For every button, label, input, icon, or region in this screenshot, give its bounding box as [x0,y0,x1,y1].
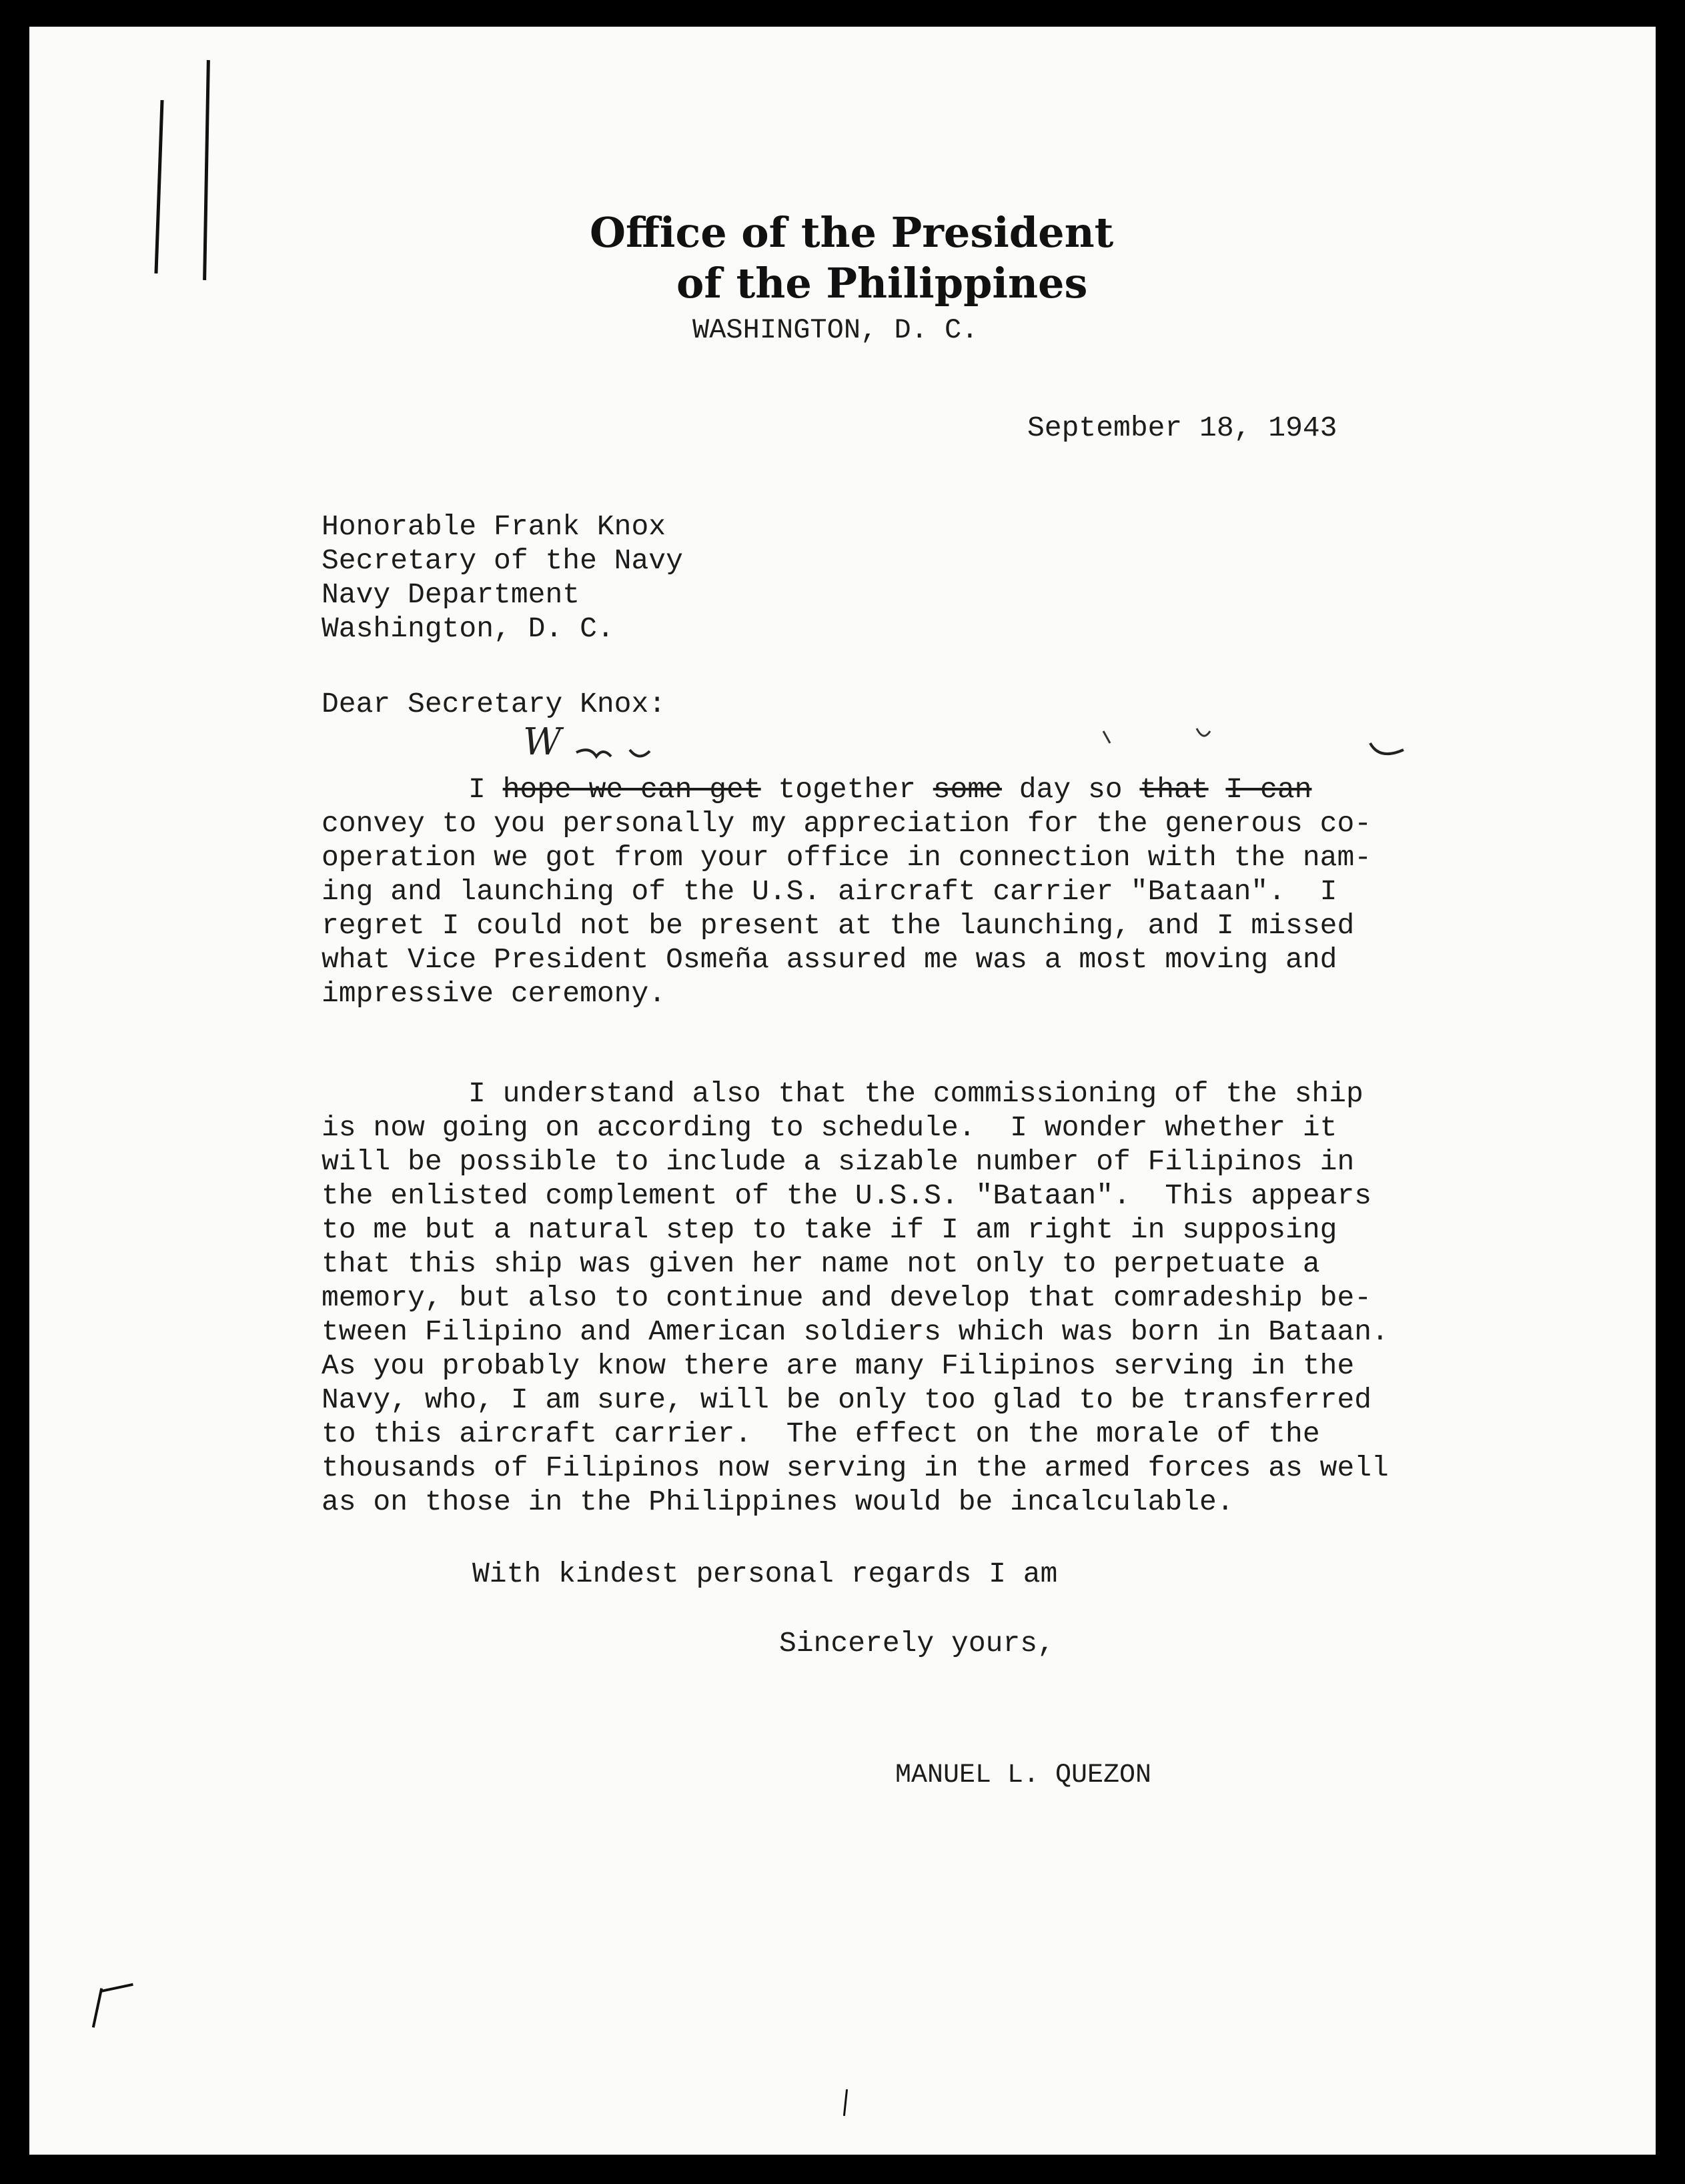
letterhead-line-1: Office of the President [590,208,1114,257]
struck-text: I can [1225,773,1312,806]
margin-mark [154,100,163,274]
letterhead-line-2: of the Philippines [676,259,1088,308]
paragraph-line: impressive ceremony. [322,977,666,1010]
paragraph-line: I understand also that the commissioning of the ship [468,1077,1363,1110]
letter-page [29,27,1656,2155]
paragraph-line: tween Filipino and American soldiers which was born in Bataan. [322,1315,1389,1348]
paragraph-line: to me but a natural step to take if I am right in supposing [322,1213,1337,1246]
signature-name: MANUEL L. QUEZON [895,1760,1152,1790]
recipient-line: Honorable Frank Knox [322,510,666,543]
margin-mark [203,60,210,280]
paragraph-2 [322,1077,1389,1519]
paragraph-line: what Vice President Osmeña assured me was a most moving and [322,943,1337,976]
handwritten-correction: W [523,720,562,764]
recipient-line: Navy Department [322,578,580,611]
recipient-line: Secretary of the Navy [322,544,683,577]
valediction: Sincerely yours, [779,1627,1055,1660]
text-fragment: I [468,773,503,806]
recipient-address [322,510,683,646]
struck-text: hope we can get [502,773,761,806]
paragraph-line: ing and launching of the U.S. aircraft carrier "Bataan". I [322,875,1337,908]
paragraph-line: will be possible to include a sizable number of Filipinos in [322,1145,1355,1178]
paragraph-line: Navy, who, I am sure, will be only too glad to be transferred [322,1384,1372,1416]
text-fragment: together [760,773,933,806]
text-fragment [1209,773,1226,806]
paragraph-line: as on those in the Philippines would be incalculable. [322,1486,1234,1518]
struck-text: that [1139,773,1209,806]
paragraph-line: the enlisted complement of the U.S.S. "Bataan". This appears [322,1179,1372,1212]
letterhead-city: WASHINGTON, D. C. [692,314,979,346]
closing-regards: With kindest personal regards I am [472,1558,1058,1590]
recipient-line: Washington, D. C. [322,612,614,645]
paragraph-line: that this ship was given her name not only to perpetuate a [322,1247,1320,1280]
struck-text: some [933,773,1002,806]
paragraph-line: memory, but also to continue and develop that comradeship be- [322,1281,1372,1314]
paragraph-line: thousands of Filipinos now serving in the armed forces as well [322,1452,1389,1484]
paragraph-line: operation we got from your office in connection with the nam- [322,841,1372,874]
salutation: Dear Secretary Knox: [322,688,666,720]
text-fragment: day so [1001,773,1140,806]
margin-mark [843,2089,848,2116]
paragraph-line: is now going on according to schedule. I wonder whether it [322,1111,1337,1144]
paragraph-line: regret I could not be present at the launching, and I missed [322,909,1355,942]
letter-date: September 18, 1943 [1027,412,1337,444]
paragraph-line: As you probably know there are many Filipinos serving in the [322,1349,1355,1382]
paragraph-1 [322,772,1371,1011]
paragraph-1-first-line [322,772,1371,806]
paragraph-line: convey to you personally my appreciation for the generous co- [322,807,1372,840]
paragraph-line: to this aircraft carrier. The effect on the morale of the [322,1418,1320,1450]
margin-mark [92,1988,103,2028]
margin-mark [100,1983,133,1993]
